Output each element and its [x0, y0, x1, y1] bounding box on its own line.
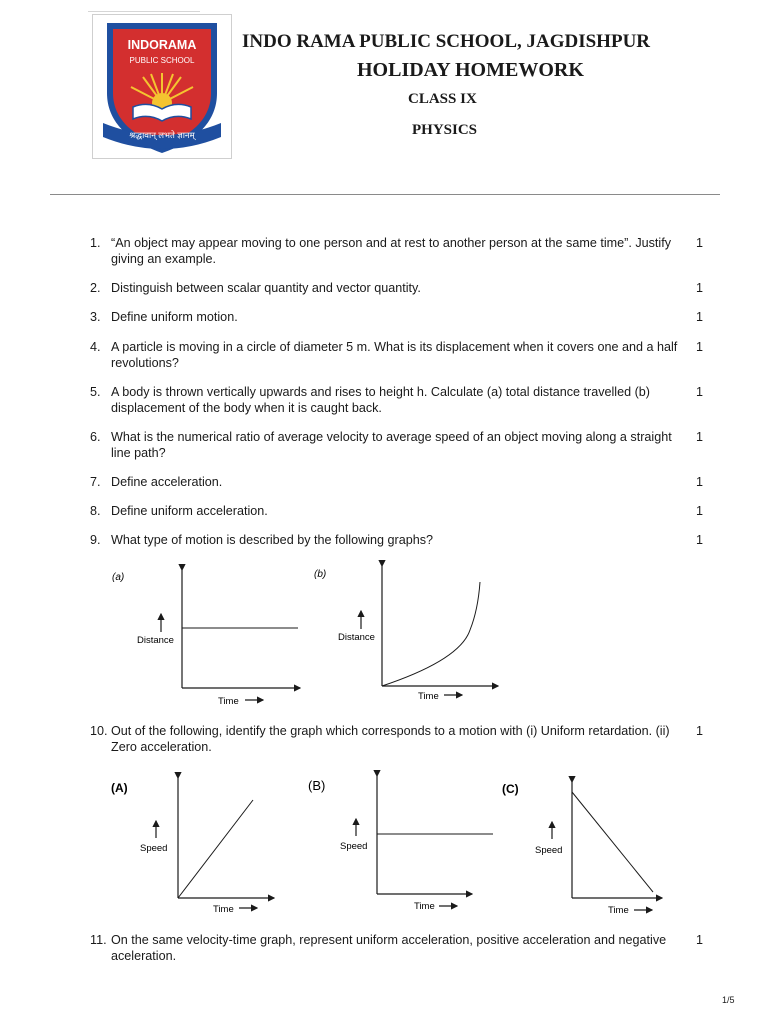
question-number: 5.	[90, 385, 101, 399]
question-marks: 1	[696, 340, 704, 354]
graph-A-label: (A)	[111, 781, 128, 795]
logo-subtitle: PUBLIC SCHOOL	[129, 56, 195, 65]
question-text: “An object may appear moving to one person and at rest to another person at the same time”. Justify giving an example.	[111, 236, 672, 266]
question-text: Define uniform motion.	[111, 310, 238, 324]
header-divider	[50, 194, 720, 195]
question-marks: 1	[696, 430, 704, 444]
graph-a-ylabel: Distance	[137, 635, 174, 646]
question-text: What type of motion is described by the following graphs?	[111, 533, 434, 547]
graph-C-ylabel: Speed	[535, 845, 563, 856]
question-text: Define acceleration.	[111, 475, 223, 489]
page-number: 1/5	[722, 995, 735, 1005]
question-text: What is the numerical ratio of average velocity to average speed of an object moving along a straight line path?	[111, 430, 672, 460]
logo-motto: श्रद्धावान् लभते ज्ञानम्	[129, 130, 195, 140]
question-number: 6.	[90, 430, 101, 444]
question-number: 3.	[90, 310, 101, 324]
question-text: On the same velocity-time graph, represent uniform acceleration, positive acceleration and negative aceleration.	[111, 933, 667, 963]
question-marks: 1	[696, 533, 704, 547]
graph-b-curve	[382, 582, 480, 686]
school-logo	[92, 14, 232, 159]
question-number: 9.	[90, 533, 101, 547]
graph-b-xlabel: Time	[418, 691, 439, 702]
graph-A-ylabel: Speed	[140, 843, 168, 854]
question-marks: 1	[696, 724, 704, 738]
question-marks: 1	[696, 504, 704, 518]
question-marks: 1	[696, 385, 704, 399]
question-marks: 1	[696, 236, 704, 250]
graph-C-curve	[572, 792, 653, 892]
question-number: 4.	[90, 340, 101, 354]
q10-graphs	[100, 770, 670, 920]
question-number: 2.	[90, 281, 101, 295]
top-decoration-line	[88, 11, 200, 12]
subject-label: PHYSICS	[412, 122, 478, 138]
question-marks: 1	[696, 933, 704, 947]
graph-b-label: (b)	[314, 569, 327, 580]
q9-graphs	[100, 560, 520, 710]
question-text: Out of the following, identify the graph which corresponds to a motion with (i) Uniform retardation. (ii) Zero acceleration.	[111, 724, 670, 754]
question-text: A body is thrown vertically upwards and rises to height h. Calculate (a) total distance travelled (b) displacement of the body when it is caught back.	[111, 385, 650, 415]
question-text: Define uniform acceleration.	[111, 504, 268, 518]
graph-A-xlabel: Time	[213, 904, 234, 915]
question-number: 10.	[90, 724, 108, 738]
graph-B-ylabel: Speed	[340, 841, 368, 852]
question-number: 7.	[90, 475, 101, 489]
shield-icon	[93, 15, 231, 158]
graph-C-label: (C)	[502, 782, 519, 796]
question-marks: 1	[696, 281, 704, 295]
question-text: A particle is moving in a circle of diameter 5 m. What is its displacement when it covers one and a half revolutions?	[111, 340, 678, 370]
graph-B-xlabel: Time	[414, 901, 435, 912]
school-name: INDO RAMA PUBLIC SCHOOL, JAGDISHPUR	[242, 31, 651, 52]
graph-B-label: (B)	[308, 778, 326, 793]
graph-a-xlabel: Time	[218, 696, 239, 707]
question-number: 8.	[90, 504, 101, 518]
graph-C-xlabel: Time	[608, 905, 629, 916]
graph-A-curve	[178, 800, 253, 898]
question-marks: 1	[696, 310, 704, 324]
graph-a-label: (a)	[112, 572, 125, 583]
graph-b-ylabel: Distance	[338, 632, 375, 643]
logo-name: INDORAMA	[127, 38, 197, 52]
question-text: Distinguish between scalar quantity and vector quantity.	[111, 281, 421, 295]
class-label: CLASS IX	[408, 91, 477, 107]
question-number: 1.	[90, 236, 101, 250]
question-number: 11.	[90, 933, 107, 947]
question-marks: 1	[696, 475, 704, 489]
document-title: HOLIDAY HOMEWORK	[357, 59, 584, 81]
